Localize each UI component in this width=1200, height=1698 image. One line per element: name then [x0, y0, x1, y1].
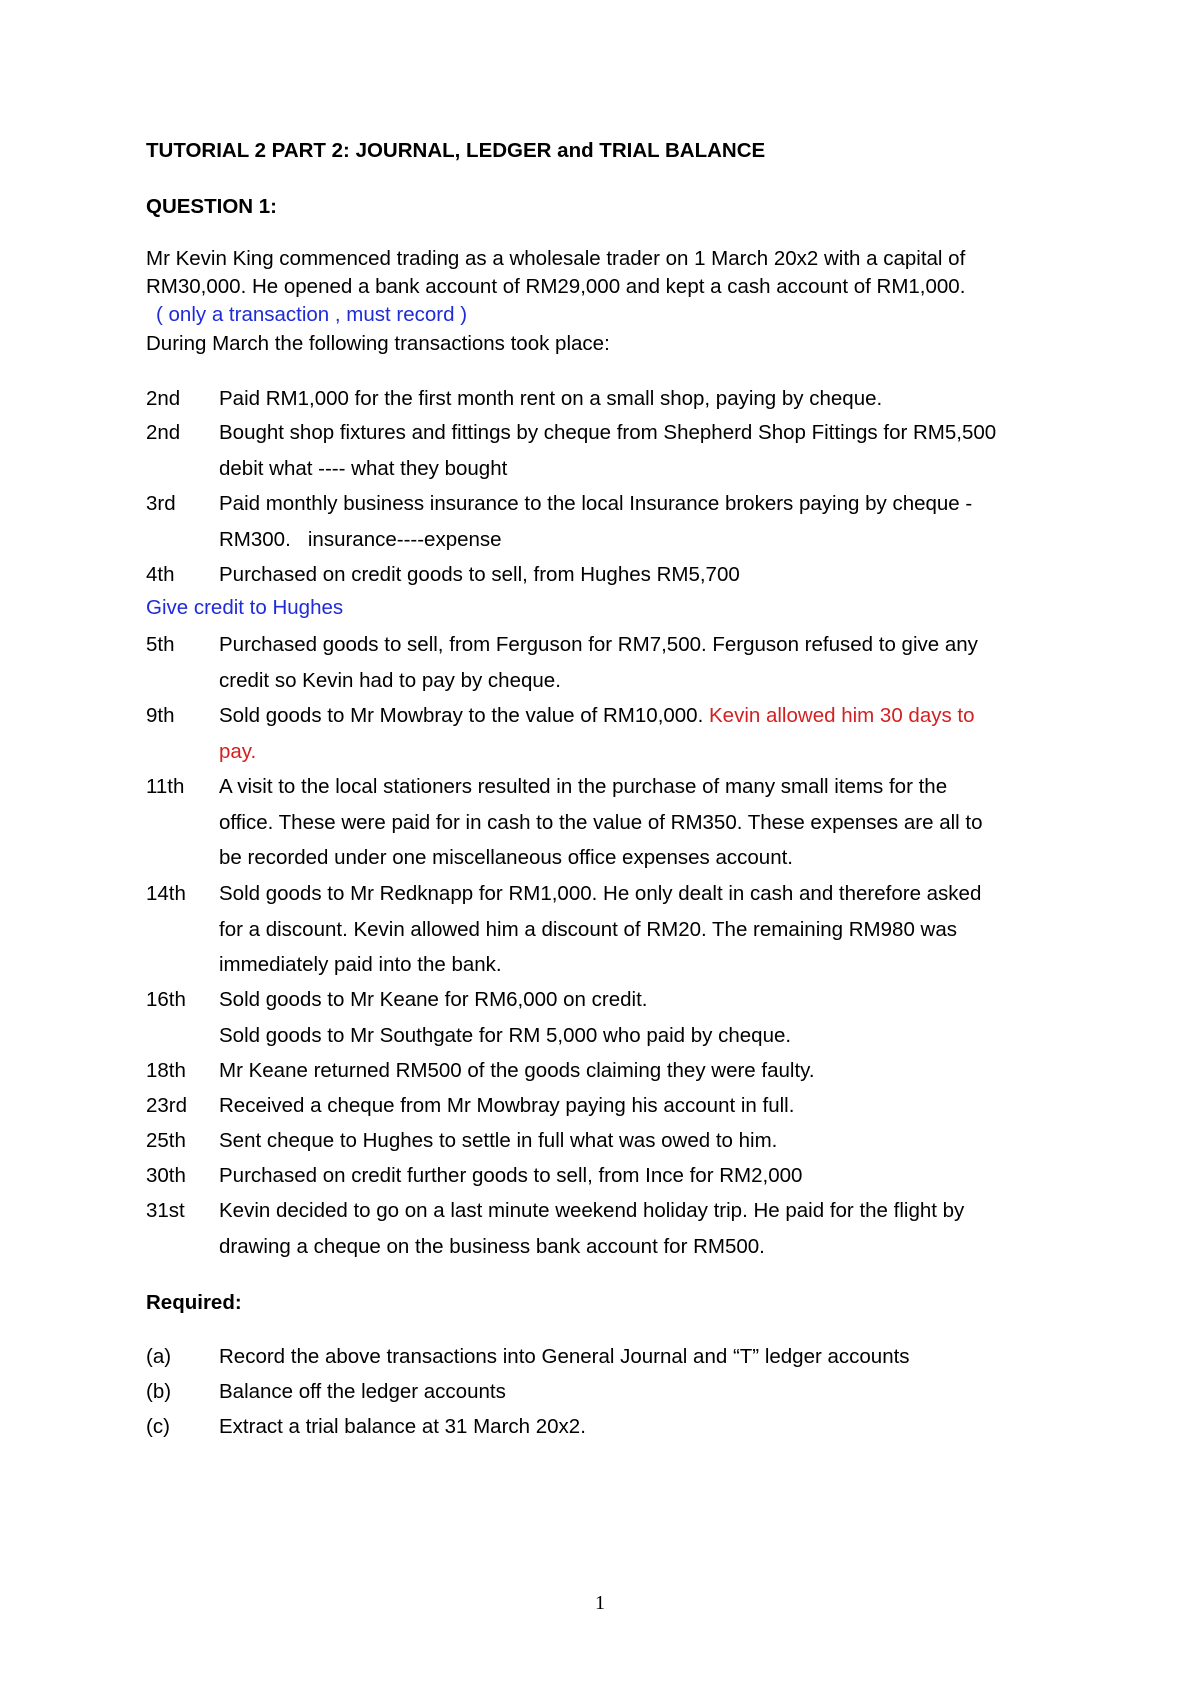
- transaction-note: Give credit to Hughes: [146, 596, 344, 619]
- required-item-label: (c): [146, 1415, 170, 1438]
- transaction-row: [146, 381, 1066, 417]
- transaction-text: Purchased on credit goods to sell, from Hughes RM5,700: [219, 563, 740, 586]
- transaction-text: Mr Keane returned RM500 of the goods claiming they were faulty.: [219, 1059, 815, 1082]
- intro-note: ( only a transaction , must record ): [156, 303, 468, 326]
- required-item: [146, 1341, 1066, 1373]
- transaction-text: Purchased goods to sell, from Ferguson for RM7,500. Ferguson refused to give any: [219, 633, 978, 656]
- transaction-text: Kevin decided to go on a last minute weekend holiday trip. He paid for the flight by: [219, 1199, 965, 1222]
- transaction-day: 14th: [146, 882, 186, 905]
- transaction-row: [146, 1193, 1066, 1264]
- transaction-row: [146, 486, 1066, 557]
- required-item-label: (b): [146, 1380, 172, 1403]
- transaction-highlight-cont: pay.: [219, 739, 257, 763]
- transaction-text-cont: office. These were paid for in cash to the value of RM350. These expenses are all to: [219, 810, 983, 834]
- transaction-text: Sent cheque to Hughes to settle in full what was owed to him.: [219, 1129, 778, 1152]
- required-label: Required:: [146, 1291, 242, 1314]
- transaction-text-line: [219, 698, 1066, 734]
- transaction-day: 4th: [146, 563, 175, 586]
- transaction-highlight: Kevin allowed him 30 days to: [709, 704, 975, 727]
- transaction-text-cont: Sold goods to Mr Southgate for RM 5,000 who paid by cheque.: [219, 1023, 792, 1047]
- transaction-row: [146, 627, 1066, 698]
- transaction-row: [146, 876, 1066, 983]
- transaction-day: 16th: [146, 988, 186, 1011]
- transaction-text-cont: RM300. insurance----expense: [219, 527, 502, 551]
- transaction-row: [146, 982, 1066, 1053]
- transaction-text: Bought shop fixtures and fittings by cheque from Shepherd Shop Fittings for RM5,500: [219, 421, 997, 444]
- intro-line-1: Mr Kevin King commenced trading as a wholesale trader on 1 March 20x2 with a capital of: [146, 247, 966, 270]
- transaction-text-cont: debit what ---- what they bought: [219, 456, 508, 480]
- transaction-row: [146, 1088, 1066, 1124]
- required-item-text: Record the above transactions into General Journal and “T” ledger accounts: [219, 1345, 910, 1368]
- transaction-text-cont: be recorded under one miscellaneous office expenses account.: [219, 846, 793, 869]
- transaction-day: 30th: [146, 1164, 186, 1187]
- transaction-text-cont: drawing a cheque on the business bank account for RM500.: [219, 1234, 765, 1258]
- intro-line-2: RM30,000. He opened a bank account of RM29,000 and kept a cash account of RM1,000.: [146, 275, 966, 298]
- transaction-text: Sold goods to Mr Redknapp for RM1,000. He only dealt in cash and therefore asked: [219, 882, 982, 905]
- transaction-row: [146, 415, 1066, 486]
- transaction-text: Purchased on credit further goods to sell, from Ince for RM2,000: [219, 1164, 803, 1187]
- transaction-row: [146, 1123, 1066, 1159]
- transaction-day: 25th: [146, 1129, 186, 1152]
- transaction-text: Sold goods to Mr Keane for RM6,000 on credit.: [219, 988, 648, 1011]
- transaction-row: [146, 769, 1066, 876]
- page-number: 1: [595, 1592, 605, 1614]
- transaction-day: 9th: [146, 704, 175, 727]
- transaction-day: 5th: [146, 633, 175, 656]
- transaction-row: [146, 698, 1066, 769]
- transaction-day: 2nd: [146, 387, 181, 410]
- page-title: TUTORIAL 2 PART 2: JOURNAL, LEDGER and TRIAL BALANCE: [146, 139, 766, 162]
- question-label: QUESTION 1:: [146, 195, 277, 218]
- required-item-text: Balance off the ledger accounts: [219, 1380, 506, 1403]
- transaction-row: [146, 557, 1066, 593]
- required-item: [146, 1411, 1066, 1443]
- transaction-day: 2nd: [146, 421, 181, 444]
- transaction-row: [146, 1053, 1066, 1089]
- transaction-text: Paid RM1,000 for the first month rent on a small shop, paying by cheque.: [219, 387, 883, 410]
- required-item-text: Extract a trial balance at 31 March 20x2.: [219, 1415, 586, 1438]
- transaction-text-cont: for a discount. Kevin allowed him a discount of RM20. The remaining RM980 was: [219, 917, 957, 941]
- transaction-day: 23rd: [146, 1094, 188, 1117]
- required-item: [146, 1376, 1066, 1408]
- transaction-text-cont: immediately paid into the bank.: [219, 953, 502, 976]
- transaction-text: A visit to the local stationers resulted in the purchase of many small items for the: [219, 775, 948, 798]
- transaction-text: Paid monthly business insurance to the local Insurance brokers paying by cheque -: [219, 492, 973, 515]
- transaction-text: Received a cheque from Mr Mowbray paying his account in full.: [219, 1094, 795, 1117]
- transaction-text: Sold goods to Mr Mowbray to the value of RM10,000.: [219, 704, 704, 727]
- transaction-day: 18th: [146, 1059, 186, 1082]
- transaction-day: 3rd: [146, 492, 176, 515]
- transaction-day: 11th: [146, 775, 185, 798]
- transaction-row: [146, 1158, 1066, 1194]
- required-item-label: (a): [146, 1345, 172, 1368]
- intro-line-3: During March the following transactions took place:: [146, 332, 610, 355]
- transaction-day: 31st: [146, 1199, 185, 1222]
- transaction-text-cont: credit so Kevin had to pay by cheque.: [219, 668, 561, 692]
